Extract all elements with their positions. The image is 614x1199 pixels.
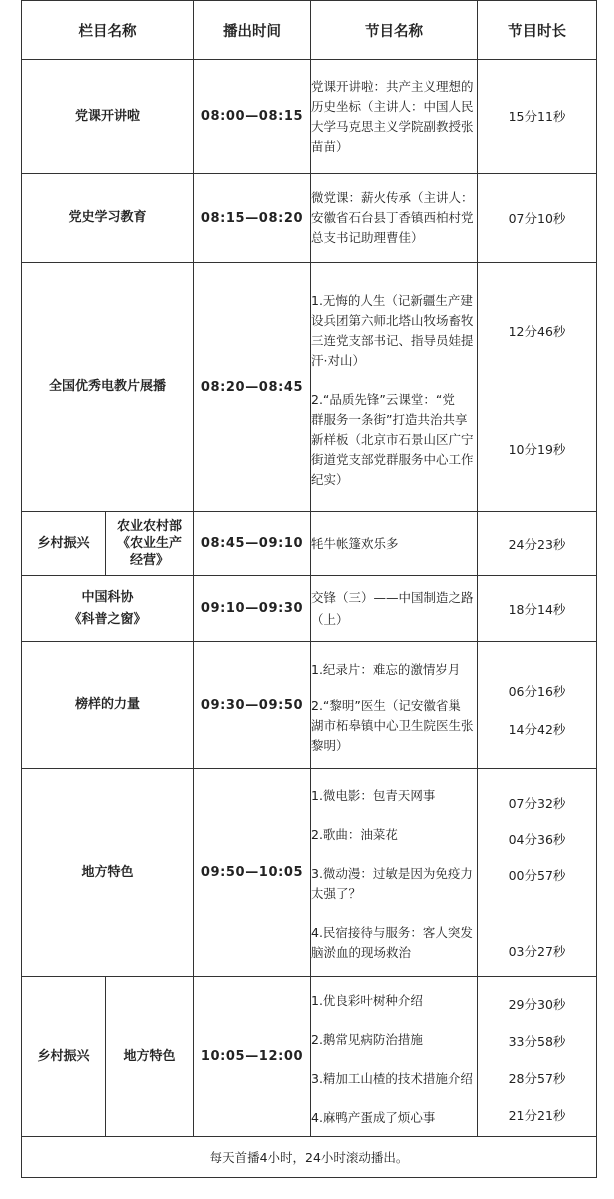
table-row — [22, 512, 597, 576]
header-row — [22, 1, 597, 60]
table-row — [22, 576, 597, 642]
air-time: 08:15—08:20 — [194, 174, 311, 263]
duration: 07分10秒 — [478, 174, 597, 263]
table-row — [22, 174, 597, 263]
air-time: 09:30—09:50 — [194, 642, 311, 769]
table-row — [22, 977, 597, 1137]
table-row — [22, 769, 597, 977]
air-time: 09:50—10:05 — [194, 769, 311, 977]
header-column-name: 栏目名称 — [22, 1, 194, 60]
air-time: 08:20—08:45 — [194, 263, 311, 512]
column-name-right: 地方特色 — [106, 977, 194, 1137]
air-time: 09:10—09:30 — [194, 576, 311, 642]
program-name: 1.无悔的人生（记新疆生产建 设兵团第六师北塔山牧场畜牧 三连党支部书记、指导员娃提 汗·对山） 2.“品质先锋”云课堂：“党 群服务一条街”打造共治共享 新样板（北京市石景山区广宁 街道党支部党群服务中心工作 纪实） — [311, 263, 478, 512]
duration: 06分16秒 14分42秒 — [478, 642, 597, 769]
header-air-time: 播出时间 — [194, 1, 311, 60]
header-program-name: 节目名称 — [311, 1, 478, 60]
program-name: 1.微电影：包青天网事 2.歌曲：油菜花 3.微动漫：过敏是因为免疫力 太强了？ 4.民宿接待与服务：客人突发 脑淤血的现场救治 — [311, 769, 478, 977]
duration: 18分14秒 — [478, 576, 597, 642]
program-name: 1.优良彩叶树种介绍 2.鹅常见病防治措施 3.精加工山楂的技术措施介绍 4.麻鸭产蛋成了烦心事 — [311, 977, 478, 1137]
table-row — [22, 263, 597, 512]
table-row — [22, 60, 597, 174]
header-duration: 节目时长 — [478, 1, 597, 60]
column-name: 榜样的力量 — [22, 642, 194, 769]
column-name-left: 乡村振兴 — [22, 512, 106, 576]
column-name: 中国科协 《科普之窗》 — [22, 576, 194, 642]
column-name: 党史学习教育 — [22, 174, 194, 263]
column-name: 全国优秀电教片展播 — [22, 263, 194, 512]
column-name-left: 乡村振兴 — [22, 977, 106, 1137]
air-time: 10:05—12:00 — [194, 977, 311, 1137]
duration: 29分30秒 33分58秒 28分57秒 21分21秒 — [478, 977, 597, 1137]
schedule-table — [21, 0, 597, 1178]
footer-row — [22, 1137, 597, 1178]
duration: 12分46秒 10分19秒 — [478, 263, 597, 512]
table-row — [22, 642, 597, 769]
air-time: 08:00—08:15 — [194, 60, 311, 174]
duration: 24分23秒 — [478, 512, 597, 576]
column-name: 地方特色 — [22, 769, 194, 977]
duration: 15分11秒 — [478, 60, 597, 174]
program-name: 交锋（三）——中国制造之路 （上） — [311, 576, 478, 642]
air-time: 08:45—09:10 — [194, 512, 311, 576]
program-name: 党课开讲啦：共产主义理想的 历史坐标（主讲人：中国人民 大学马克思主义学院副教授张 苗苗） — [311, 60, 478, 174]
column-name-right: 农业农村部 《农业生产 经营》 — [106, 512, 194, 576]
column-name: 党课开讲啦 — [22, 60, 194, 174]
program-name: 1.纪录片：难忘的激情岁月 2.“黎明”医生（记安徽省巢 湖市柘皋镇中心卫生院医生张 黎明） — [311, 642, 478, 769]
program-name: 牦牛帐篷欢乐多 — [311, 512, 478, 576]
footer-note: 每天首播4小时，24小时滚动播出。 — [22, 1137, 597, 1178]
duration: 07分32秒 04分36秒 00分57秒 03分27秒 — [478, 769, 597, 977]
program-name: 微党课：薪火传承（主讲人： 安徽省石台县丁香镇西柏村党 总支书记助理曹佳） — [311, 174, 478, 263]
